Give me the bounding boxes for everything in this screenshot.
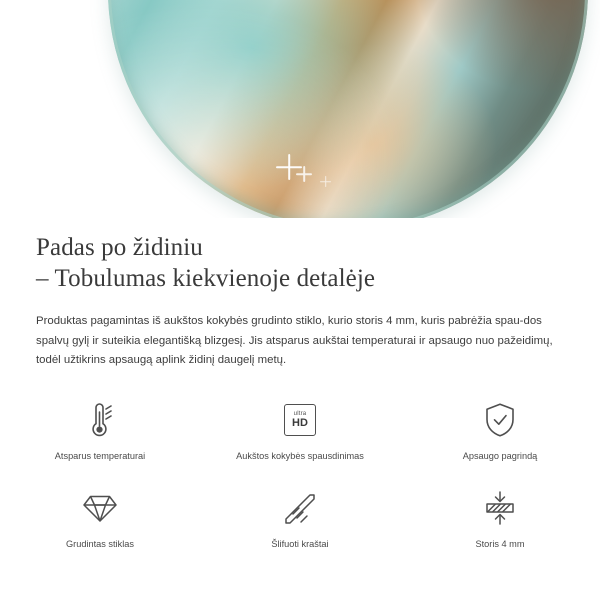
feature-label: Aukštos kokybės spausdinimas xyxy=(236,451,364,461)
text-block xyxy=(0,218,600,371)
polished-edges-icon xyxy=(282,486,318,530)
page-title xyxy=(0,218,600,294)
feature-label: Atsparus temperaturai xyxy=(54,451,146,461)
feature-item-tempered-glass xyxy=(0,480,200,558)
feature-item-print-quality xyxy=(200,392,400,470)
feature-label: Storis 4 mm xyxy=(475,539,525,549)
feature-label: Šlifuoti kraštai xyxy=(271,539,329,549)
feature-label: Grudintas stiklas xyxy=(66,539,134,549)
thermometer-icon xyxy=(83,398,117,442)
feature-grid xyxy=(0,392,600,558)
ultra-hd-icon xyxy=(284,398,316,442)
feature-item-temperature xyxy=(0,392,200,470)
description-paragraph: Produktas pagamintas iš aukštos kokybės grudinto stiklo, kurio storis 4 mm, kuris pabrėžia spau-dos spalvų gylį ir suteikia elegantišką blizgesį. Jis atsparus aukštai temperaturai ir apsaugo nuo pažeidimų, todėl užtikrins apsaugą aplink židinį daugelį metų. xyxy=(36,315,553,366)
thickness-arrows-icon xyxy=(482,486,518,530)
feature-label: Apsaugo pagrindą xyxy=(462,451,538,461)
feature-item-thickness xyxy=(400,480,600,558)
hero-image xyxy=(0,0,600,218)
diamond-icon xyxy=(82,486,118,530)
feature-item-surface-protection xyxy=(400,392,600,470)
ultra-hd-top-label: ultra xyxy=(293,411,307,417)
headline-line-1: Padas po židiniu xyxy=(36,234,203,261)
shield-check-icon xyxy=(484,398,516,442)
feature-item-polished-edges xyxy=(200,480,400,558)
glass-disc-photo xyxy=(108,0,588,218)
ultra-hd-bottom-label: HD xyxy=(292,417,308,429)
headline-line-2: – Tobulumas kiekvienoje detalėje xyxy=(36,265,376,292)
